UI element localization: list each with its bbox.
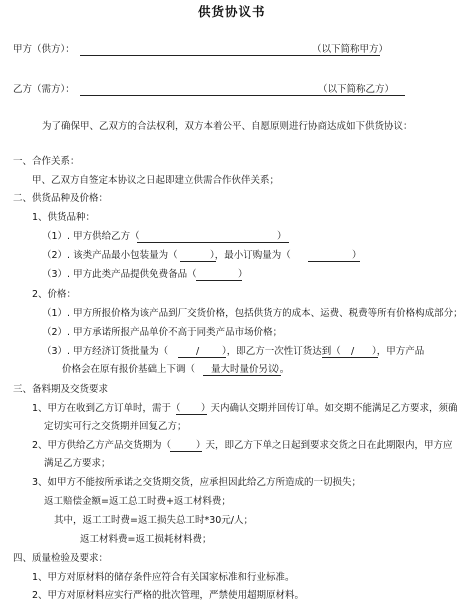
item-2-1-1-close: ） <box>277 231 287 242</box>
item-2-1-3a: （3）. 甲方此类产品提供免费备品（ <box>42 269 197 280</box>
item-2-2-3c: ），甲方产品 <box>372 346 425 357</box>
item-3-2c: 满足乙方要求； <box>44 458 111 469</box>
slash-mark-a: / <box>196 346 200 357</box>
item-2-1-2c: ） <box>352 250 362 261</box>
intro-text: 为了确保甲、乙双方的合法权利，双方本着公平、自愿原则进行协商达成如下供货协议： <box>42 121 413 132</box>
item-3-2b: ）天，即乙方下单之日起到要求交货之日在此期限内，甲方应 <box>196 440 453 451</box>
party-b-note: （以下简称乙方） <box>318 84 395 95</box>
item-2-2-3b: ），即乙方一次性订货达到（ <box>222 346 341 357</box>
slash-mark-b: / <box>351 346 355 357</box>
item-2-2-2: （2）. 甲方承诺所报产品单价不高于同类产品市场价格； <box>42 327 283 338</box>
section-3-title: 三、备料期及交货要求 <box>13 384 109 395</box>
item-2-2-3d: 价格会在原有报价基础上下调（ <box>62 364 196 375</box>
item-3-1a: 1、甲方在收到乙方订单时，需于（ <box>32 403 181 414</box>
section-2-sub2: 2、价格： <box>32 289 77 300</box>
formula-2: 其中，返工工时费=返工损失总工时*30元/人； <box>54 515 253 526</box>
formula-3: 返工材料费=返工损耗材料费； <box>80 534 212 545</box>
item-2-2-3-blank-a[interactable] <box>178 357 226 358</box>
item-3-1c: 定切实可行之交货期并回复乙方； <box>44 421 187 432</box>
section-2-sub1: 1、供货品种： <box>32 212 96 223</box>
item-4-2: 2、甲方对原材料应实行严格的批次管理，严禁使用超期原材料。 <box>32 590 305 601</box>
item-4-1: 1、甲方对原材料的储存条件应符合有关国家标准和行业标准。 <box>32 572 295 583</box>
item-3-2a: 2、甲方供给乙方产品交货期为（ <box>32 440 172 451</box>
item-2-1-1-blank[interactable] <box>137 242 289 243</box>
item-2-2-3f: ）。 <box>275 364 290 375</box>
section-2-title: 二、供货品种及价格： <box>13 193 109 204</box>
party-b-label: 乙方（需方）： <box>13 84 75 95</box>
item-2-1-2a: （2）. 该类产品最小包装量为（ <box>42 250 178 261</box>
section-1-title: 一、合作关系： <box>13 156 80 167</box>
item-2-1-3-blank[interactable] <box>196 280 242 281</box>
section-1-text: 甲、乙双方自签定本协议之日起即建立供需合作伙伴关系； <box>32 175 280 186</box>
item-2-1-1: （1）. 甲方供给乙方（ <box>42 231 140 242</box>
party-a-note: （以下简称甲方） <box>312 44 389 55</box>
item-2-1-2b: ），最小订购量为（ <box>210 250 291 261</box>
formula-1: 返工赔偿金额=返工总工时费+返工材料费； <box>44 496 231 507</box>
page-title: 供货协议书 <box>198 4 266 19</box>
party-a-label: 甲方（供方）： <box>13 44 75 55</box>
item-2-1-3b: ） <box>238 269 248 280</box>
section-4-title: 四、质量检验及要求： <box>13 553 109 564</box>
item-2-2-3-blank-b[interactable] <box>322 357 378 358</box>
item-3-3: 3、如甲方不能按所承诺之交货期交货，应承担因此给乙方所造成的一切损失； <box>32 477 362 488</box>
item-2-2-1: （1）. 甲方所报价格为该产品到厂交货价格，包括供货方的成本、运费、税费等所有价格构成部分； <box>42 308 463 319</box>
item-2-2-3-blank-c[interactable] <box>203 375 281 376</box>
item-2-2-3a: （3）. 甲方经济订货批量为（ <box>42 346 169 357</box>
item-3-1b: ）天内确认交期并回传订单。如交期不能满足乙方要求，须确 <box>201 403 458 414</box>
item-2-2-3-value: 量大时量价另议 <box>211 364 278 375</box>
